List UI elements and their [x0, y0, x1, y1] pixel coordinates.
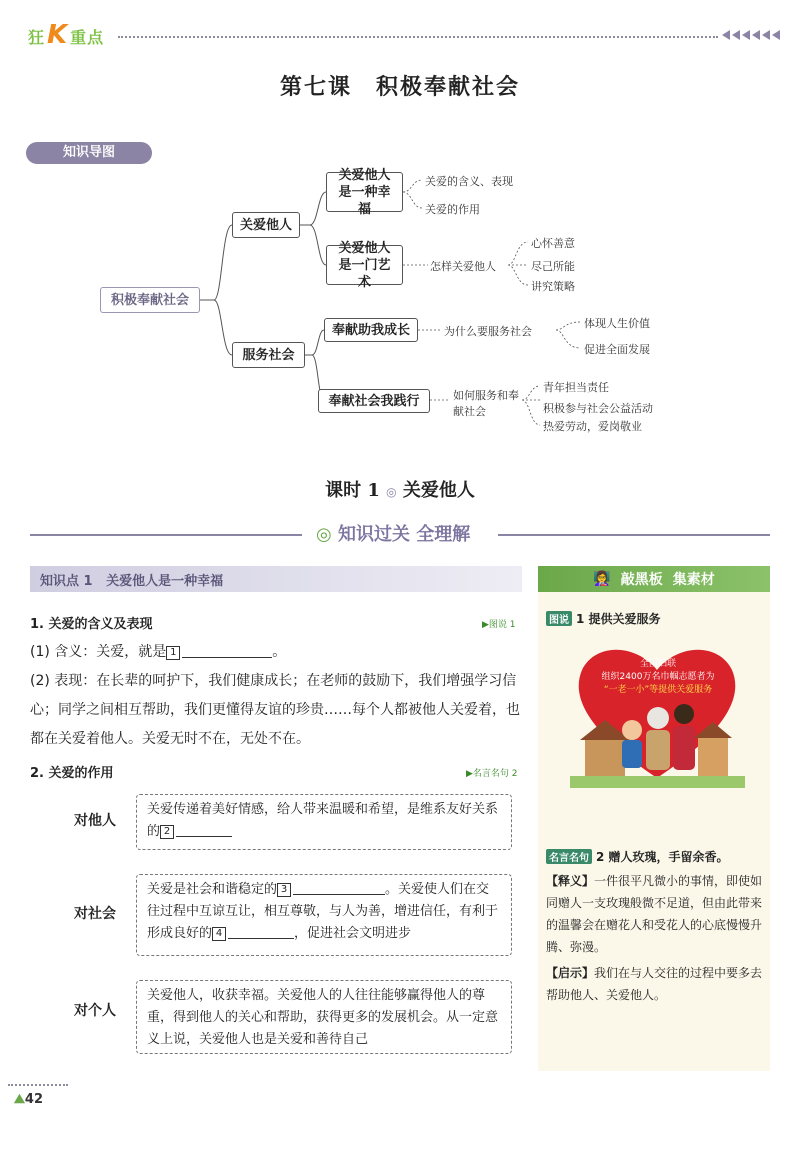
- sidebar-explanation: 【释义】一件很平凡微小的事情，即使如同赠人一支玫瑰般微不足道，但由此带来的温馨会在赠花人和受花人的心底慢慢升腾、弥漫。: [546, 874, 763, 954]
- mindmap-node-growth: 奉献助我成长: [324, 318, 418, 342]
- header-arrows-decoration: [722, 30, 780, 40]
- mindmap-branch-care: 关爱他人: [232, 212, 300, 238]
- mindmap-label: 知识导图: [26, 142, 152, 164]
- blank-3[interactable]: [293, 879, 385, 895]
- lesson-title: 第七课 积极奉献社会: [279, 74, 520, 100]
- mindmap-leaf: 心怀善意: [531, 237, 575, 250]
- mindmap-mid: 为什么要服务社会: [444, 325, 532, 338]
- mindmap-leaf: 促进全面发展: [584, 343, 650, 356]
- mindmap-leaf: 讲究策略: [531, 280, 575, 293]
- sidebar-item2-title: 名言名句 2 赠人玫瑰，手留余香。: [546, 848, 729, 865]
- q1-meaning: (1) 含义：关爱，就是 1 。: [30, 644, 287, 660]
- row-box-self: 关爱他人，收获幸福。关爱他人的人往往能够赢得他人的尊重，得到他人的关心和帮助，获得更多的发展机会。从一定意义上说，关爱他人也是关爱和善待自己: [136, 980, 512, 1054]
- sidebar-header: 👩‍🏫 敲黑板 集素材: [538, 566, 770, 592]
- mindmap-leaf: 尽己所能: [531, 260, 575, 273]
- blank-2[interactable]: [176, 821, 232, 837]
- row-label-self: 对个人: [74, 1003, 116, 1019]
- mindmap-leaf: 热爱劳动，爱岗敬业: [543, 420, 642, 433]
- mindmap-node-art: 关爱他人是一门艺术: [326, 245, 403, 285]
- q2-heading: 2. 关爱的作用: [30, 766, 114, 781]
- banner-line-left: [30, 534, 302, 536]
- header-dotted-divider: [118, 36, 718, 38]
- mindmap-node-practice: 奉献社会我践行: [318, 389, 430, 413]
- teacher-icon: 👩‍🏫: [593, 571, 611, 587]
- q1-heading: 1. 关爱的含义及表现: [30, 617, 153, 632]
- mindmap-leaf: 体现人生价值: [584, 317, 650, 330]
- page-number: ⛰42: [14, 1092, 44, 1107]
- swirl-icon: ◎: [316, 524, 332, 545]
- blank-4[interactable]: [228, 923, 294, 939]
- mindmap-mid: 如何服务和奉献社会: [453, 389, 519, 418]
- blank-1[interactable]: [182, 642, 272, 658]
- banner-line-right: [498, 534, 770, 536]
- knowledge-point-bar: 知识点 1 关爱他人是一种幸福: [30, 566, 522, 592]
- q1-ref: ▶图说 1: [482, 620, 516, 630]
- mindmap-root: 积极奉献社会: [100, 287, 200, 313]
- mindmap-branch-service: 服务社会: [232, 342, 305, 368]
- mindmap-leaf: 积极参与社会公益活动: [543, 402, 653, 415]
- mindmap-leaf: 关爱的作用: [425, 203, 480, 216]
- heart-caption: 全国妇联 组织2400万名巾帼志愿者为 “一老一小”等提供关爱服务: [601, 659, 715, 695]
- mindmap-leaf: 青年担当责任: [543, 381, 609, 394]
- sidebar-item1-title: 图说 1 提供关爱服务: [546, 610, 661, 627]
- q2-ref: ▶名言名句 2: [466, 769, 518, 779]
- sidebar-inspiration: 【启示】我们在与人交往的过程中要多去帮助他人、关爱他人。: [546, 966, 763, 1002]
- section-banner: ◎ 知识过关 全理解: [310, 520, 476, 546]
- mindmap-mid: 怎样关爱他人: [430, 260, 496, 273]
- row-label-others: 对他人: [74, 813, 116, 829]
- row-box-society: 关爱是社会和谐稳定的 3 。关爱使人们在交往过程中互谅互让，相互尊敬，与人为善，增进信任，有利于形成良好的 4 ，促进社会文明进步: [136, 874, 512, 956]
- mindmap-leaf: 关爱的含义、表现: [425, 175, 513, 188]
- section-title: 课时 1 ◎ 关爱他人: [325, 480, 475, 501]
- q1-expression: (2) 表现：在长辈的呵护下，我们健康成长；在老师的鼓励下，我们增强学习信心；同学之间相互帮助，我们更懂得友谊的珍贵……每个人都被他人关爱着，也都在关爱着他人。关爱无时不在，无处不在。: [30, 673, 520, 747]
- mountain-icon: ⛰: [14, 1092, 25, 1107]
- row-box-others: 关爱传递着美好情感，给人带来温暖和希望，是维系友好关系的 2: [136, 794, 512, 850]
- row-label-society: 对社会: [74, 906, 116, 922]
- brand-logo: 狂K 重点: [28, 20, 105, 50]
- mindmap-node-happiness: 关爱他人是一种幸福: [326, 172, 403, 212]
